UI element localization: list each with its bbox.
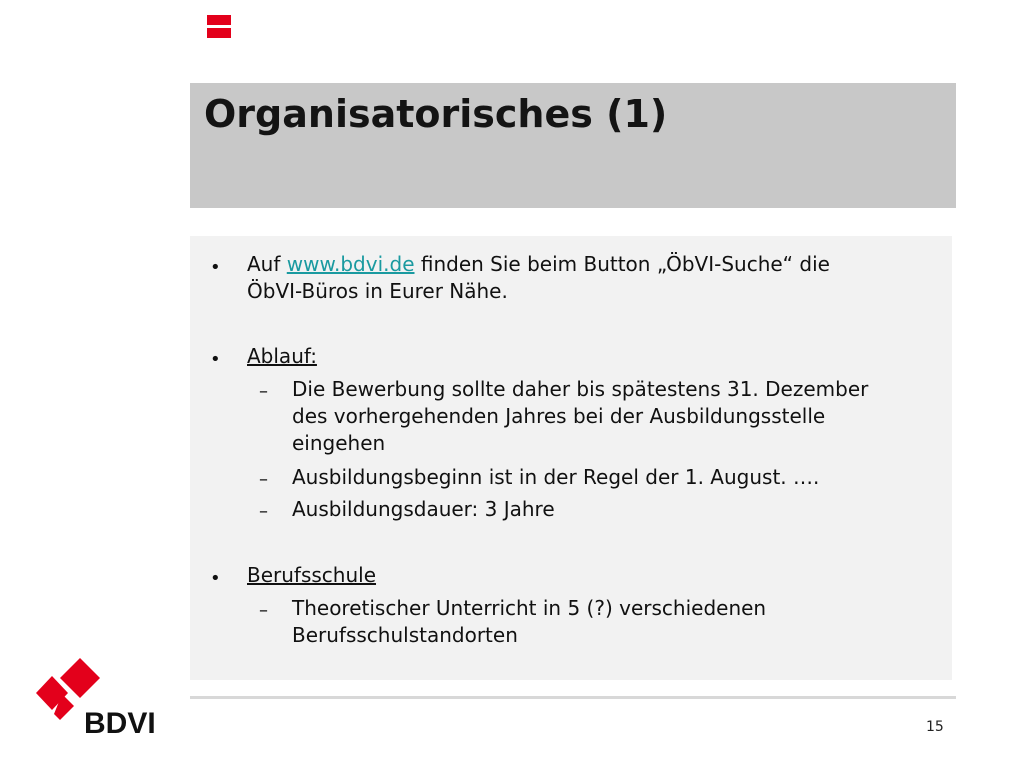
ablauf-item-1-line-1: Die Bewerbung sollte daher bis spätestens 31. Dezember: [292, 377, 869, 401]
dash-marker: –: [259, 469, 268, 490]
berufsschule-item-1-line-1: Theoretischer Unterricht in 5 (?) verschiedenen: [292, 596, 767, 620]
bullet-1-line-1: [247, 251, 830, 278]
ablauf-item-3: Ausbildungsdauer: 3 Jahre: [292, 497, 555, 521]
bullet-1-line-2: ÖbVI-Büros in Eurer Nähe.: [247, 279, 508, 303]
bullet-marker: •: [210, 349, 221, 370]
bdvi-website-link[interactable]: www.bdvi.de: [286, 252, 415, 276]
ablauf-item-1-line-3: eingehen: [292, 431, 386, 455]
berufsschule-item-1-line-2: Berufsschulstandorten: [292, 623, 518, 647]
footer-divider: [190, 696, 956, 699]
ablauf-item-2: Ausbildungsbeginn ist in der Regel der 1. August. ….: [292, 465, 820, 489]
page-number: 15: [926, 719, 944, 735]
ablauf-item-1-line-2: des vorhergehenden Jahres bei der Ausbildungsstelle: [292, 404, 826, 428]
brand-mark-icon: [207, 15, 231, 41]
berufsschule-label: Berufsschule: [247, 563, 377, 587]
bullet-marker: •: [210, 257, 221, 278]
bullet-1-text-before: Auf: [247, 252, 287, 276]
dash-marker: –: [259, 600, 268, 621]
bullet-marker: •: [210, 568, 221, 589]
bullet-1-text-after: finden Sie beim Button „ÖbVI-Suche“ die: [414, 252, 830, 276]
logo-text: BDVI: [84, 707, 156, 740]
slide-title: Organisatorisches (1): [204, 92, 668, 136]
dash-marker: –: [259, 501, 268, 522]
ablauf-label: Ablauf:: [247, 344, 317, 368]
dash-marker: –: [259, 381, 268, 402]
